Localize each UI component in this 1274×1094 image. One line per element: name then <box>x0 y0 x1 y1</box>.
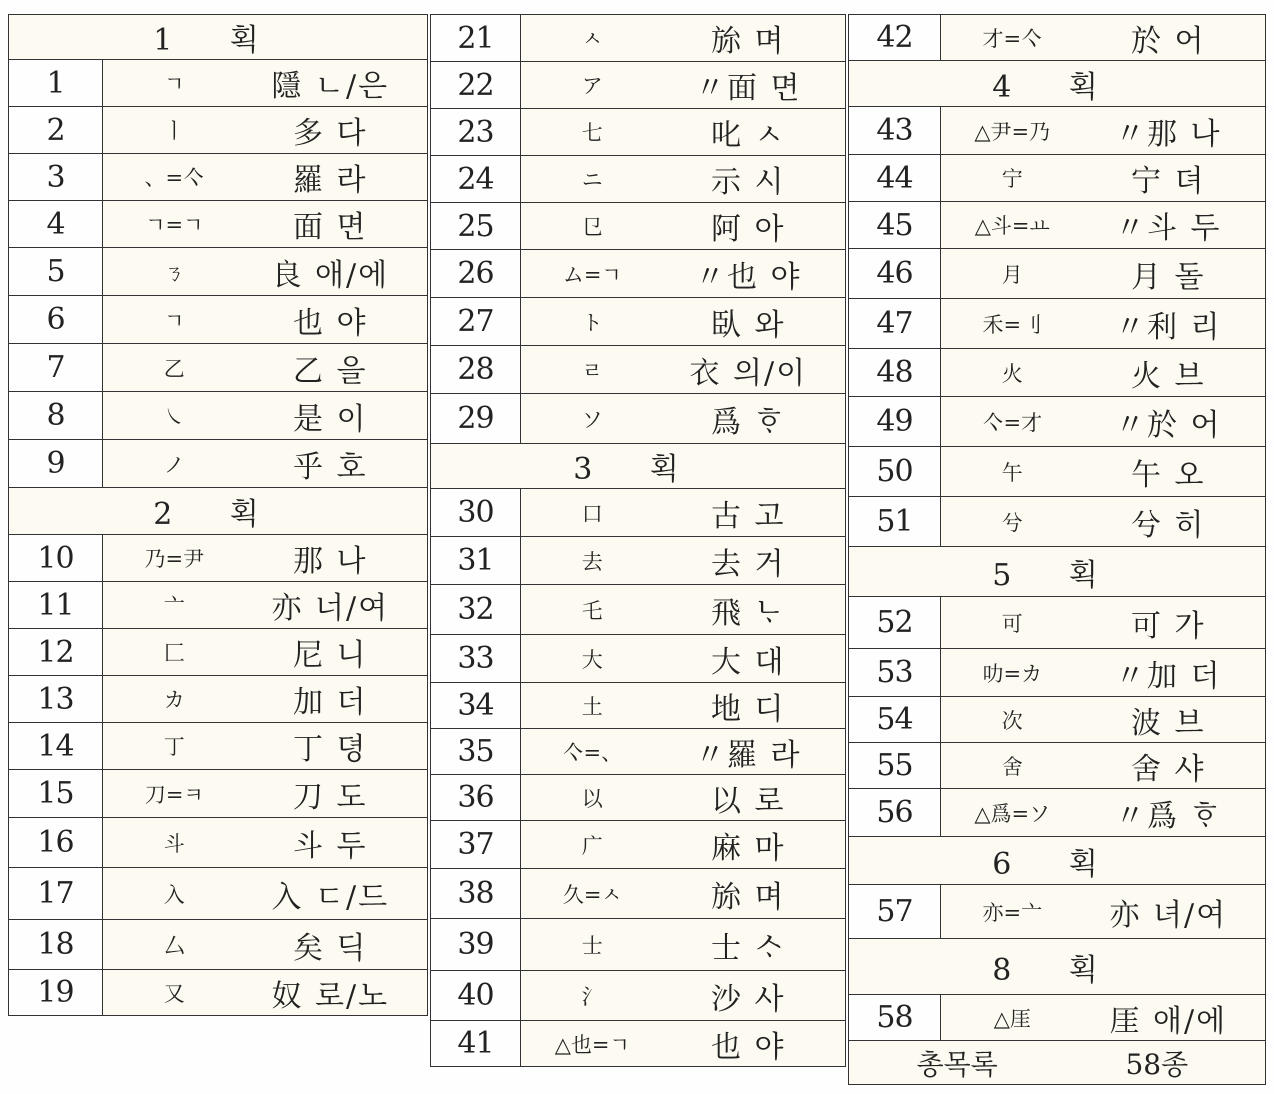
abbreviation-symbol: 才=亽 <box>982 26 1043 51</box>
abbreviation-symbol: ㇏ <box>163 404 185 429</box>
entry-number: 17 <box>9 868 103 920</box>
source-reading: 乙 을 <box>293 353 368 389</box>
entry-number: 28 <box>431 346 521 394</box>
table-row <box>9 818 428 868</box>
entry-number: 14 <box>9 723 103 770</box>
entry-cell <box>521 635 846 683</box>
stroke-group-header: 6 획 <box>849 837 1266 885</box>
abbreviation-symbol: 乙 <box>163 356 185 381</box>
abbreviation-symbol: 叻=カ <box>982 661 1043 686</box>
entry-cell <box>103 154 428 201</box>
abbreviation-symbol: ㅣ <box>164 119 185 143</box>
entry-cell <box>941 497 1266 547</box>
abbreviation-symbol: ア <box>581 74 603 98</box>
table-row <box>431 109 846 156</box>
source-reading: 午 오 <box>1131 457 1206 493</box>
source-reading: 羅 라 <box>293 163 368 198</box>
source-reading: 〃也 야 <box>695 259 802 295</box>
entry-cell <box>521 869 846 919</box>
entry-cell <box>941 995 1266 1041</box>
entry-cell <box>521 203 846 250</box>
entry-cell <box>941 202 1266 249</box>
source-reading: 〃爲 ᄒᆞ <box>1115 798 1222 834</box>
table-row <box>849 447 1266 497</box>
entry-cell <box>521 919 846 971</box>
entry-number: 43 <box>849 107 941 155</box>
entry-cell <box>521 775 846 821</box>
entry-cell <box>103 970 428 1016</box>
abbreviation-symbol: 士 <box>581 933 603 958</box>
entry-cell <box>521 683 846 729</box>
entry-number: 41 <box>431 1021 521 1067</box>
entry-number: 3 <box>9 154 103 201</box>
entry-number: 24 <box>431 156 521 203</box>
source-reading: 臥 와 <box>711 307 786 343</box>
source-reading: 於 어 <box>1131 23 1206 59</box>
abbreviation-symbol: 以 <box>581 786 603 811</box>
entry-number: 13 <box>9 676 103 723</box>
table-row <box>849 497 1266 547</box>
abbreviation-symbol: 又 <box>163 981 185 1006</box>
entry-number: 46 <box>849 249 941 299</box>
table-row <box>9 535 428 582</box>
source-reading: 古 고 <box>711 498 786 534</box>
entry-number: 44 <box>849 155 941 202</box>
abbreviation-symbol: 、=亽 <box>144 166 205 190</box>
entry-number: 25 <box>431 203 521 250</box>
table-row <box>9 582 428 629</box>
abbreviation-symbol: 去 <box>581 549 603 574</box>
entry-number: 12 <box>9 629 103 676</box>
table-row <box>849 649 1266 697</box>
entry-cell <box>521 62 846 109</box>
source-reading: 〃那 나 <box>1115 116 1222 152</box>
abbreviation-symbol: 乇 <box>581 598 603 623</box>
abbreviation-symbol: 丁 <box>163 735 185 759</box>
entry-cell <box>103 818 428 868</box>
entry-cell <box>941 107 1266 155</box>
abbreviation-symbol: ㄱ <box>164 308 185 333</box>
entry-number: 55 <box>849 743 941 789</box>
entry-cell <box>521 109 846 156</box>
entry-number: 2 <box>9 107 103 154</box>
entry-cell <box>521 156 846 203</box>
entry-cell <box>103 920 428 970</box>
source-reading: 丁 뎡 <box>293 732 368 767</box>
table-row <box>849 697 1266 743</box>
entry-cell <box>521 1021 846 1067</box>
table-row <box>431 821 846 869</box>
abbreviation-symbol: 七 <box>581 121 603 145</box>
source-reading: 多 다 <box>293 116 368 151</box>
table-row <box>431 203 846 250</box>
table-row <box>849 743 1266 789</box>
entry-number: 10 <box>9 535 103 582</box>
entry-number: 35 <box>431 729 521 775</box>
column-1 <box>8 14 428 1016</box>
source-reading: 乎 호 <box>293 449 368 485</box>
entry-number: 39 <box>431 919 521 971</box>
entry-number: 33 <box>431 635 521 683</box>
entry-cell <box>521 394 846 444</box>
source-reading: 亦 녀/여 <box>1109 897 1228 933</box>
table-row <box>849 15 1266 61</box>
source-reading: 入 ㄷ/드 <box>271 879 390 915</box>
source-reading: 士 ᄉᆞ <box>711 930 786 966</box>
table-row <box>849 885 1266 939</box>
abbreviation-symbol: △斗=ㅛ <box>974 214 1050 238</box>
source-reading: 〃於 어 <box>1115 407 1222 443</box>
abbreviation-symbol: 亽=才 <box>982 410 1043 435</box>
abbreviation-symbol: 禾=刂 <box>982 312 1043 337</box>
entry-cell <box>521 15 846 62</box>
entry-number: 36 <box>431 775 521 821</box>
entry-cell <box>103 535 428 582</box>
entry-cell <box>941 649 1266 697</box>
entry-number: 47 <box>849 299 941 349</box>
entry-number: 32 <box>431 585 521 635</box>
stroke-group-header: 2 획 <box>9 488 428 535</box>
entry-number: 50 <box>849 447 941 497</box>
abbreviation-symbol: 火 <box>1001 361 1023 386</box>
entry-number: 9 <box>9 440 103 488</box>
entry-number: 29 <box>431 394 521 444</box>
entry-number: 22 <box>431 62 521 109</box>
abbreviation-symbol: 兮 <box>1001 510 1023 535</box>
source-reading: 波 브 <box>1131 705 1206 741</box>
table-row <box>431 971 846 1021</box>
entry-cell <box>103 248 428 296</box>
abbreviation-symbol: 乃=尹 <box>144 547 205 571</box>
source-reading: 奴 로/노 <box>271 978 390 1014</box>
entry-cell <box>103 107 428 154</box>
entry-cell <box>103 629 428 676</box>
entry-number: 57 <box>849 885 941 939</box>
entry-cell <box>103 344 428 392</box>
entry-number: 54 <box>849 697 941 743</box>
entry-number: 15 <box>9 770 103 818</box>
entry-number: 18 <box>9 920 103 970</box>
abbreviation-symbol: 亦=亠 <box>982 900 1043 925</box>
source-reading: 沙 사 <box>711 981 786 1017</box>
entry-cell <box>941 249 1266 299</box>
abbreviation-symbol: 午 <box>1001 460 1023 485</box>
table-row <box>9 344 428 392</box>
entry-cell <box>103 582 428 629</box>
entry-cell <box>103 296 428 344</box>
source-reading: 隱 ㄴ/은 <box>271 69 390 104</box>
entry-number: 52 <box>849 597 941 649</box>
table-row <box>431 1021 846 1067</box>
source-reading: 是 이 <box>293 401 368 437</box>
table-row <box>431 62 846 109</box>
table-row <box>9 723 428 770</box>
entry-cell <box>941 597 1266 649</box>
source-reading: 刀 도 <box>293 779 368 815</box>
entry-number: 34 <box>431 683 521 729</box>
entry-cell <box>941 447 1266 497</box>
entry-number: 19 <box>9 970 103 1016</box>
entry-cell <box>941 299 1266 349</box>
table-row <box>9 676 428 723</box>
entry-number: 8 <box>9 392 103 440</box>
table-row <box>431 394 846 444</box>
source-reading: 加 더 <box>293 685 368 720</box>
source-reading: 大 대 <box>711 644 786 680</box>
source-reading: 爲 ᄒᆞ <box>711 404 786 440</box>
table-row <box>431 346 846 394</box>
entry-number: 1 <box>9 60 103 107</box>
entry-number: 49 <box>849 397 941 447</box>
table-row <box>431 635 846 683</box>
abbreviation-symbol: 月 <box>1001 262 1023 287</box>
abbreviation-symbol: ノ <box>163 452 185 477</box>
source-reading: 可 가 <box>1131 608 1206 644</box>
abbreviation-symbol: 入 <box>163 882 185 907</box>
entry-number: 30 <box>431 489 521 537</box>
total-value: 58종 <box>1125 1047 1189 1081</box>
source-reading: 矣 딕 <box>293 930 368 966</box>
abbreviation-symbol: 可 <box>1001 611 1023 636</box>
table-row <box>9 201 428 248</box>
source-reading: 〃面 면 <box>695 71 802 106</box>
source-reading: 亦 너/여 <box>271 591 390 626</box>
entry-cell <box>103 440 428 488</box>
source-reading: 那 나 <box>293 544 368 579</box>
table-row <box>9 107 428 154</box>
entry-cell <box>103 60 428 107</box>
column-2 <box>430 14 846 1067</box>
table-row <box>9 920 428 970</box>
abbreviation-symbol: △厓 <box>993 1006 1031 1031</box>
table-row <box>431 537 846 585</box>
source-reading: 阿 아 <box>711 212 786 247</box>
abbreviation-symbol: ㄋ <box>163 260 185 285</box>
column-3 <box>848 14 1266 1085</box>
entry-cell <box>941 349 1266 397</box>
abbreviation-symbol: カ <box>163 688 185 712</box>
source-reading: 兮 히 <box>1131 507 1206 543</box>
abbreviation-symbol: ㄹ <box>582 358 603 383</box>
abbreviation-symbol: 久=ㅅ <box>562 882 622 907</box>
table-row <box>849 349 1266 397</box>
table-row <box>431 585 846 635</box>
stroke-group-header: 5 획 <box>849 547 1266 597</box>
source-reading: 飛 ᄂᆞ <box>711 595 786 631</box>
stroke-group-header: 3 획 <box>431 444 846 489</box>
entry-number: 58 <box>849 995 941 1041</box>
entry-cell <box>941 15 1266 61</box>
entry-cell <box>103 201 428 248</box>
table-row <box>431 250 846 298</box>
entry-number: 23 <box>431 109 521 156</box>
source-reading: 火 브 <box>1131 358 1206 394</box>
entry-cell <box>521 729 846 775</box>
table-row <box>431 919 846 971</box>
entry-cell <box>103 770 428 818</box>
entry-cell <box>521 585 846 635</box>
entry-number: 56 <box>849 789 941 837</box>
source-reading: 月 돌 <box>1131 259 1206 295</box>
table-row <box>849 789 1266 837</box>
table-row <box>9 868 428 920</box>
abbreviation-symbol: 宁 <box>1001 167 1023 191</box>
entry-cell <box>521 298 846 346</box>
abbreviation-symbol: ト <box>581 310 603 335</box>
source-reading: 斗 두 <box>293 828 368 864</box>
table-row <box>431 156 846 203</box>
abbreviation-symbol: 斗 <box>163 831 185 856</box>
entry-number: 6 <box>9 296 103 344</box>
abbreviation-symbol: △爲=ソ <box>974 801 1051 826</box>
source-reading: 旀 며 <box>711 879 786 915</box>
abbreviation-symbol: △也=ㄱ <box>554 1032 630 1057</box>
abbreviation-symbol: 刀=ㅋ <box>144 782 204 807</box>
abbreviation-symbol: 次 <box>1001 708 1023 733</box>
entry-number: 16 <box>9 818 103 868</box>
entry-number: 7 <box>9 344 103 392</box>
table-row <box>431 298 846 346</box>
table-row <box>849 299 1266 349</box>
source-reading: 衣 의/이 <box>689 355 808 391</box>
table-row <box>849 249 1266 299</box>
entry-number: 37 <box>431 821 521 869</box>
table-row <box>431 775 846 821</box>
table-row <box>849 995 1266 1041</box>
entry-cell <box>941 743 1266 789</box>
source-reading: 以 로 <box>711 783 786 819</box>
abbreviation-symbol: 氵 <box>581 984 603 1009</box>
entry-number: 4 <box>9 201 103 248</box>
table-row <box>9 296 428 344</box>
abbreviation-symbol: ㄱ <box>164 72 185 96</box>
table-row <box>9 629 428 676</box>
table-row <box>431 869 846 919</box>
table-row <box>849 107 1266 155</box>
source-reading: 舍 샤 <box>1131 751 1206 787</box>
table-row <box>9 60 428 107</box>
source-reading: 良 애/에 <box>271 257 390 293</box>
source-reading: 也 야 <box>293 305 368 341</box>
abbreviation-symbol: ㅅ <box>582 27 603 51</box>
total-label: 총목록 <box>916 1047 998 1081</box>
table-row <box>9 248 428 296</box>
source-reading: 尼 니 <box>293 638 368 673</box>
abbreviation-symbol: ソ <box>581 407 603 432</box>
entry-number: 45 <box>849 202 941 249</box>
entry-cell <box>103 868 428 920</box>
source-reading: 也 야 <box>711 1029 786 1065</box>
source-reading: 〃羅 라 <box>695 737 802 773</box>
abbreviation-symbol: 舍 <box>1001 754 1023 779</box>
entry-number: 5 <box>9 248 103 296</box>
source-reading: 〃利 리 <box>1115 309 1222 345</box>
source-reading: 去 거 <box>711 546 786 582</box>
abbreviation-symbol: 土 <box>581 694 603 719</box>
entry-cell <box>103 676 428 723</box>
table-row <box>431 489 846 537</box>
abbreviation-symbol: 亠 <box>163 594 185 618</box>
table-row <box>9 154 428 201</box>
stroke-group-header: 1 획 <box>9 15 428 60</box>
abbreviation-symbol: 厶 <box>163 933 185 958</box>
abbreviation-symbol: △尹=乃 <box>974 119 1051 144</box>
table-row <box>849 397 1266 447</box>
entry-cell <box>521 821 846 869</box>
table-row <box>431 15 846 62</box>
entry-cell <box>521 971 846 1021</box>
table-row <box>431 683 846 729</box>
table-row <box>849 202 1266 249</box>
abbreviation-symbol: ㄱ=ㄱ <box>145 213 204 237</box>
source-reading: 叱 ㅅ <box>711 118 786 153</box>
source-reading: 示 시 <box>711 165 786 200</box>
table-row <box>9 770 428 818</box>
entry-cell <box>941 397 1266 447</box>
entry-cell <box>103 392 428 440</box>
entry-number: 38 <box>431 869 521 919</box>
abbreviation-symbol: ム=ㄱ <box>562 262 622 287</box>
source-reading: 面 면 <box>293 210 368 245</box>
entry-number: 53 <box>849 649 941 697</box>
entry-cell <box>521 346 846 394</box>
source-reading: 麻 마 <box>711 830 786 866</box>
abbreviation-symbol: 广 <box>581 833 603 858</box>
entry-number: 21 <box>431 15 521 62</box>
stroke-group-header: 8 획 <box>849 939 1266 995</box>
table-row <box>431 729 846 775</box>
abbreviation-symbol: 大 <box>581 647 603 672</box>
source-reading: 〃斗 두 <box>1115 211 1222 246</box>
table-row <box>9 392 428 440</box>
table-row <box>849 155 1266 202</box>
source-reading: 〃加 더 <box>1115 658 1222 694</box>
entry-number: 42 <box>849 15 941 61</box>
entry-cell <box>103 723 428 770</box>
entry-cell <box>941 885 1266 939</box>
entry-number: 40 <box>431 971 521 1021</box>
entry-number: 27 <box>431 298 521 346</box>
stroke-group-header: 4 획 <box>849 61 1266 107</box>
entry-cell <box>521 250 846 298</box>
entry-cell <box>941 155 1266 202</box>
entry-number: 11 <box>9 582 103 629</box>
abbreviation-symbol: 口 <box>581 501 603 526</box>
entry-number: 48 <box>849 349 941 397</box>
total-row <box>849 1041 1266 1085</box>
table-row <box>9 440 428 488</box>
entry-cell <box>521 537 846 585</box>
abbreviation-symbol: 匚 <box>163 641 185 665</box>
entry-cell <box>941 697 1266 743</box>
table-row <box>9 970 428 1016</box>
source-reading: 地 디 <box>711 691 786 727</box>
source-reading: 厓 애/에 <box>1109 1003 1228 1039</box>
abbreviation-symbol: 亽=、 <box>562 740 623 765</box>
entry-cell <box>521 489 846 537</box>
entry-cell <box>941 789 1266 837</box>
source-reading: 宁 뎌 <box>1131 164 1206 199</box>
entry-number: 31 <box>431 537 521 585</box>
abbreviation-symbol: 㔾 <box>581 215 603 239</box>
entry-number: 26 <box>431 250 521 298</box>
source-reading: 旀 며 <box>711 24 786 59</box>
table-row <box>849 597 1266 649</box>
entry-number: 51 <box>849 497 941 547</box>
abbreviation-symbol: ニ <box>581 168 603 192</box>
